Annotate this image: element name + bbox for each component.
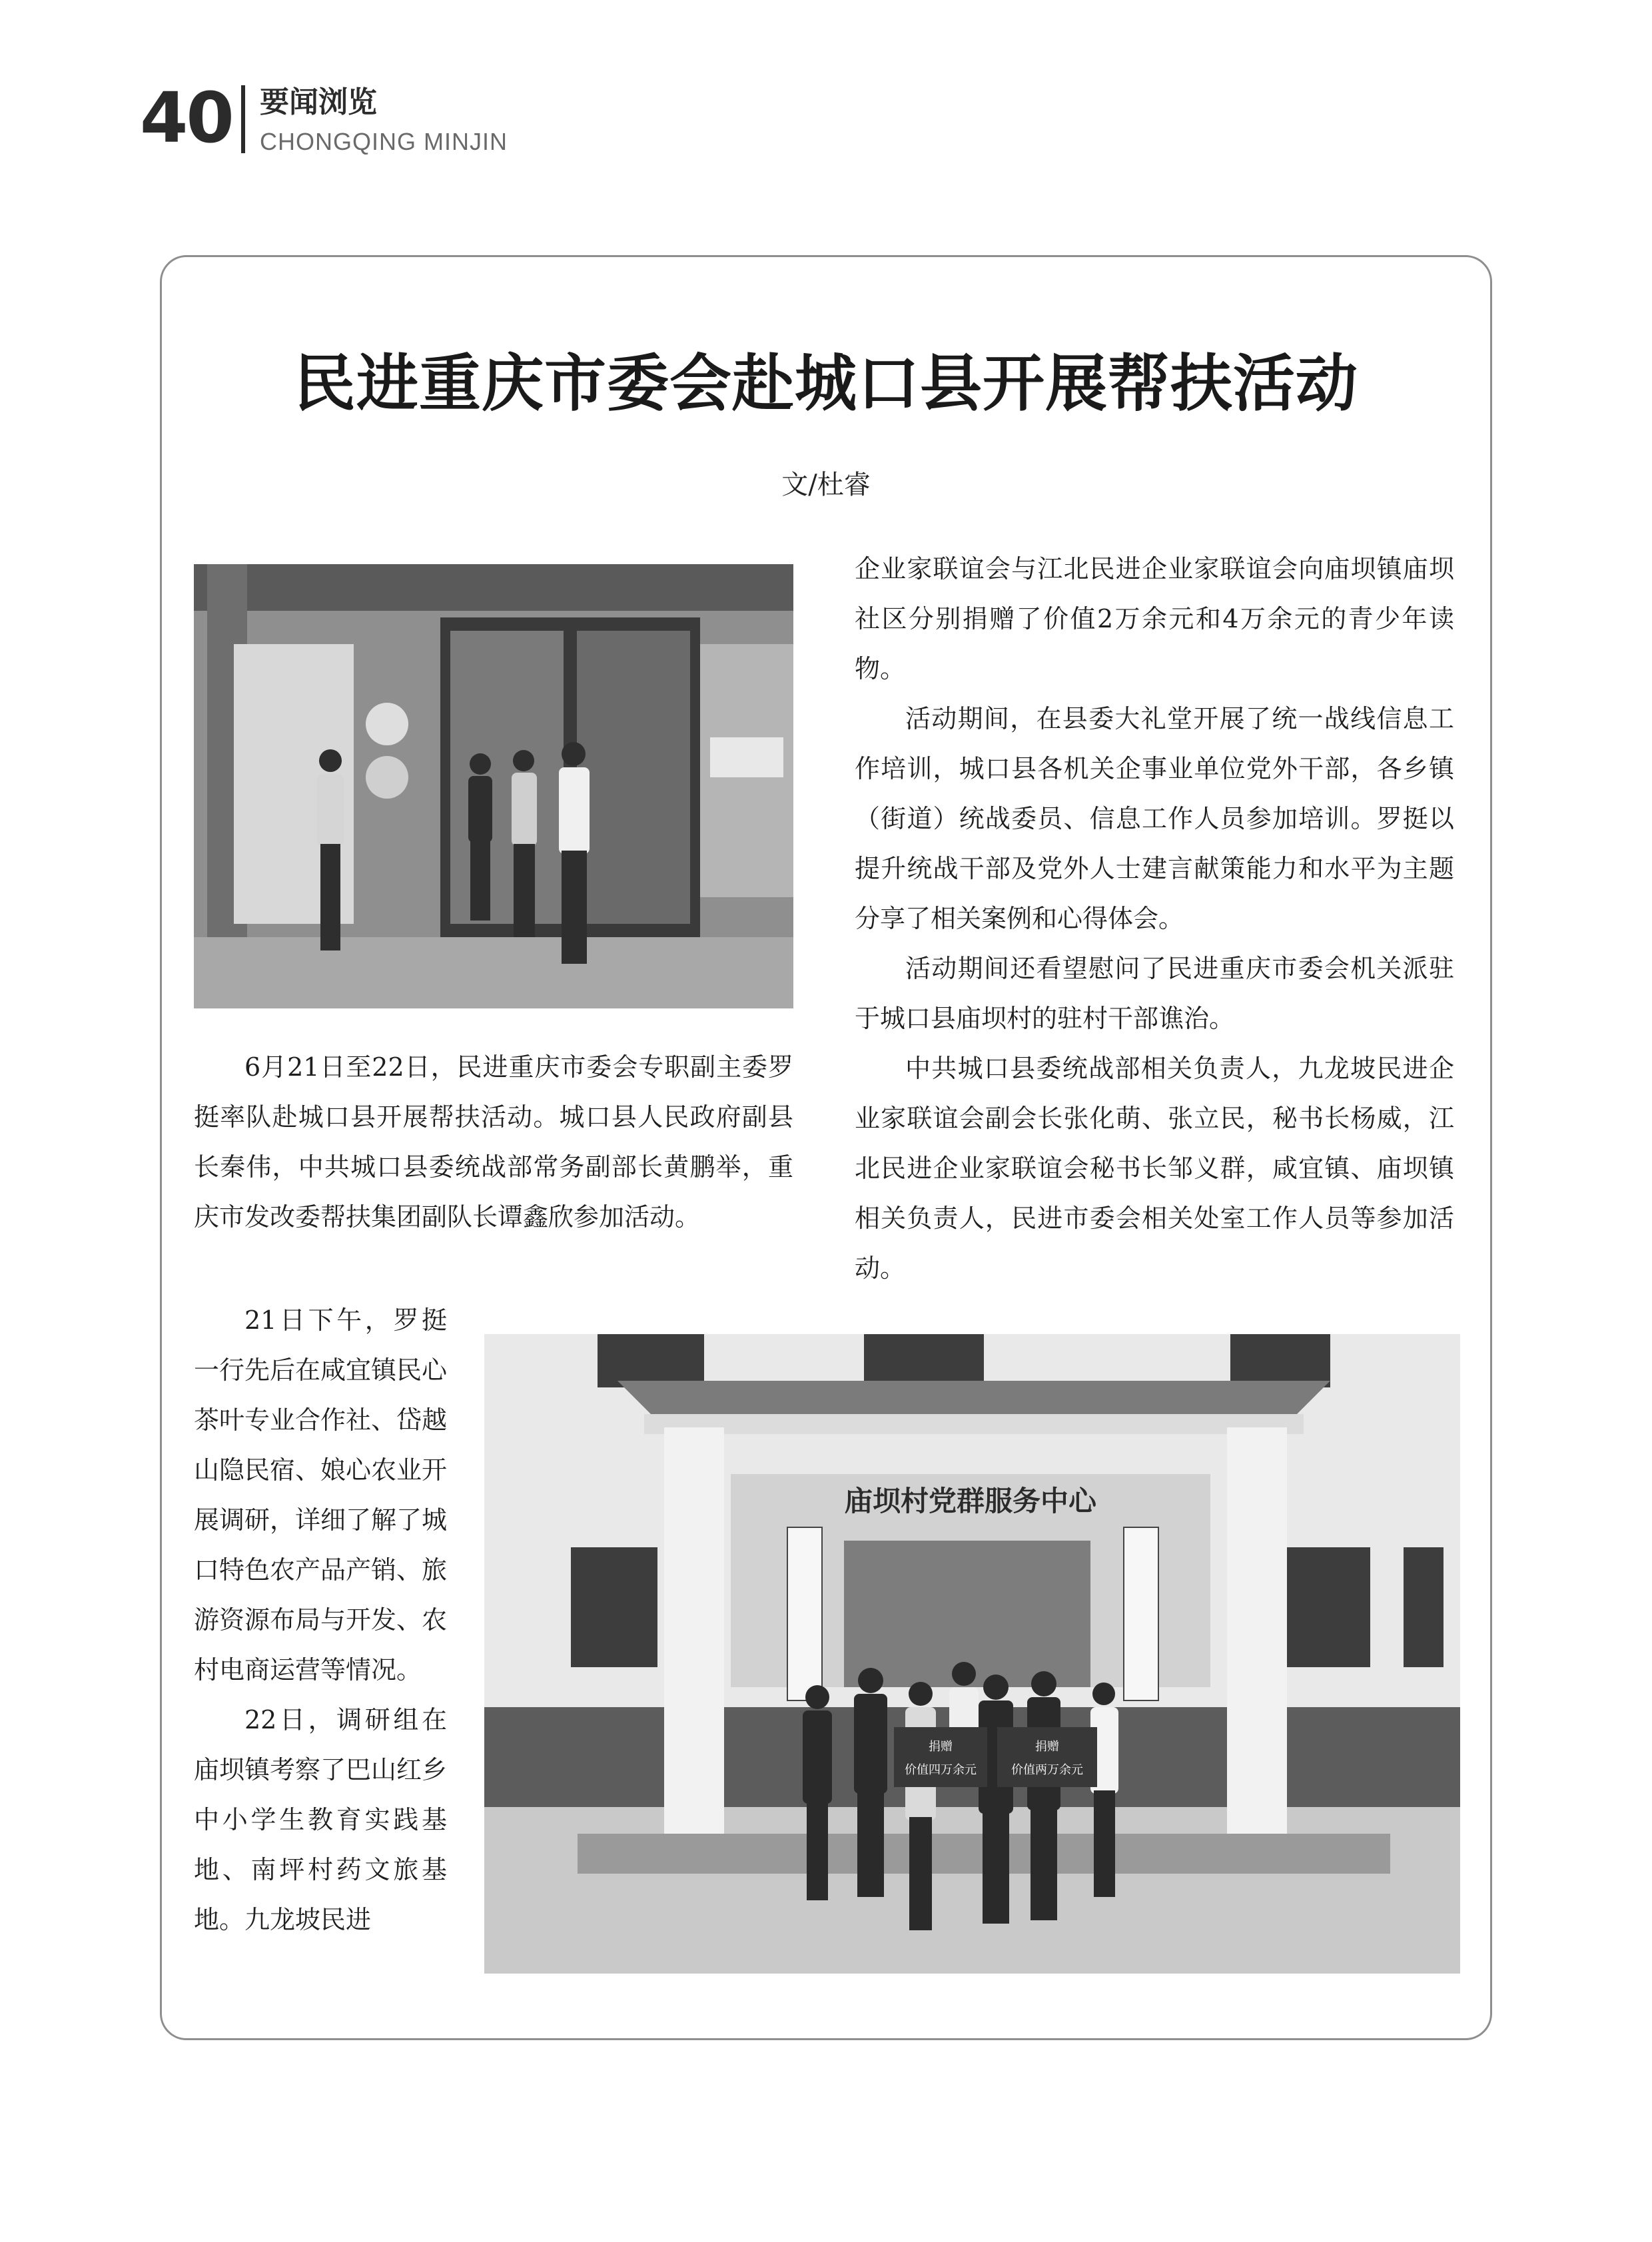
paragraph: 6月21日至22日，民进重庆市委会专职副主委罗挺率队赴城口县开展帮扶活动。城口县人民政府副县长秦伟，中共城口县委统战部常务副部长黄鹏举，重庆市发改委帮扶集团副队长谭鑫欣参加活动。 — [194, 1052, 793, 1232]
article-left-column — [194, 1042, 793, 1242]
donation-board-2-value: 价值两万余元 — [1011, 1763, 1083, 1777]
section-title: 要闻浏览 — [260, 85, 377, 119]
paragraph: 21日下午，罗挺一行先后在咸宜镇民心茶叶专业合作社、岱越山隐民宿、娘心农业开展调研，详细了解了城口特色农产品产销、旅游资源布局与开发、农村电商运营等情况。 — [194, 1306, 448, 1684]
article-byline: 文/杜睿 — [781, 470, 871, 500]
page-number: 40 — [140, 77, 232, 159]
header-divider — [241, 85, 245, 153]
paragraph: 活动期间还看望慰问了民进重庆市委会机关派驻于城口县庙坝村的驻村干部谯治。 — [855, 954, 1454, 1033]
donation-board-2-label: 捐赠 — [1035, 1740, 1059, 1754]
paragraph: 中共城口县委统战部相关负责人，九龙坡民进企业家联谊会副会长张化萌、张立民，秘书长杨威，江北民进企业家联谊会秘书长邹义群，咸宜镇、庙坝镇相关负责人，民进市委会相关处室工作人员等参加活动。 — [855, 1054, 1454, 1283]
paragraph: 活动期间，在县委大礼堂开展了统一战线信息工作培训，城口县各机关企事业单位党外干部，各乡镇（街道）统战委员、信息工作人员参加培训。罗挺以提升统战干部及党外人士建言献策能力和水平为主题分享了相关案例和心得体会。 — [855, 704, 1454, 933]
photo-shop-visit — [194, 564, 793, 1008]
section-subtitle: CHONGQING MINJIN — [260, 128, 508, 155]
donation-board-1-label: 捐赠 — [929, 1740, 953, 1754]
paragraph: 企业家联谊会与江北民进企业家联谊会向庙坝镇庙坝社区分别捐赠了价值2万余元和4万余元的青少年读物。 — [855, 554, 1454, 683]
building-sign: 庙坝村党群服务中心 — [844, 1485, 1097, 1517]
article-title: 民进重庆市委会赴城口县开展帮扶活动 — [294, 348, 1358, 420]
photo-group-donation — [484, 1334, 1460, 1974]
donation-board-1-value: 价值四万余元 — [905, 1763, 977, 1777]
paragraph: 22日，调研组在庙坝镇考察了巴山红乡中小学生教育实践基地、南坪村药文旅基地。九龙坡民进 — [194, 1705, 448, 1934]
article-narrow-column — [194, 1296, 447, 1945]
article-right-column — [855, 544, 1454, 1294]
